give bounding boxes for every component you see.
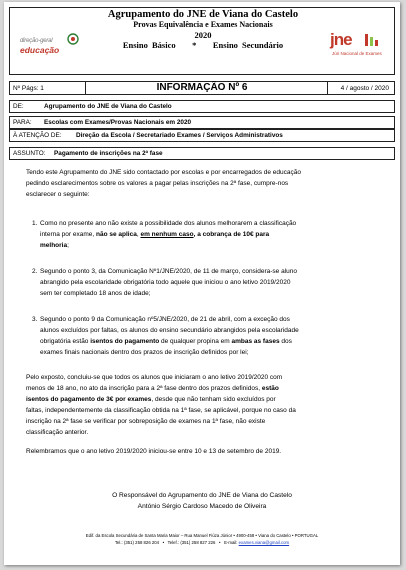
signature-title: O Responsável do Agrupamento do JNE de Viana do Castelo	[112, 492, 292, 499]
emphasis-text: , a cobrança de 10€ para	[193, 230, 270, 238]
list-number: 1.	[32, 220, 38, 227]
to-field	[9, 116, 395, 129]
footer-contacts	[4, 540, 400, 547]
emphasis-text: melhoria	[40, 241, 68, 249]
information-title: INFORMAÇÃO Nº 6	[156, 82, 248, 93]
emphasis-text: não se aplica	[96, 230, 137, 238]
signature-block	[4, 491, 400, 512]
dge-logo	[20, 30, 80, 66]
attention-label: À ATENÇÃO DE:	[13, 132, 62, 139]
text-line: Segundo o ponto 3, da Comunicação Nº1/JNE/2020, de 11 de março, considera-se aluno	[40, 268, 298, 275]
subject-label: ASSUNTO:	[13, 150, 46, 157]
closing-paragraph	[26, 447, 380, 458]
text-line	[26, 384, 380, 395]
email-link[interactable]: exames.viana@gmail.com	[238, 539, 290, 545]
text-line	[26, 395, 380, 406]
text-span: ,	[136, 230, 141, 238]
emphasis-text: ambas as fases	[231, 337, 280, 345]
to-label: PARA:	[13, 119, 32, 126]
text-span: , desde que não tenham sido excluídos por	[151, 395, 276, 403]
letterhead	[9, 7, 395, 75]
text-line: sem ter completado 18 anos de idade;	[40, 289, 151, 297]
text-line: Como no presente ano não existe a possibilidade dos alunos melhorarem a classificação	[40, 220, 297, 227]
signature-name: António Sérgio Cardoso Macedo de Oliveira	[137, 502, 267, 510]
organization-subtitle: Provas Equivalência e Exames Nacionais	[133, 20, 273, 29]
emphasis-text: isentos do pagamento de 3€ por exames	[26, 395, 152, 403]
divider	[85, 82, 86, 94]
text-line: faltas, independentemente da classificação obtida na 1ª fase, se aplicável, porque no caso da	[26, 406, 296, 414]
from-value: Agrupamento do JNE de Viana do Castelo	[44, 103, 172, 110]
subject-value: Pagamento de inscrições na 2ª fase	[54, 150, 163, 157]
subject-field	[9, 147, 395, 160]
jne-bars-icon	[364, 32, 380, 48]
text-line: alunos excluídos por faltas, os alunos do ensino secundário abrangidos pela escolaridade	[40, 326, 299, 334]
footer-phones: Tel.: (351) 258 826 204 • Telef.: (351) 258 827 226 • E-mail:	[114, 539, 239, 545]
underlined-emphasis-text: em nenhum caso	[140, 230, 194, 238]
text-span: de qualquer propina em	[159, 337, 232, 345]
text-line: classificação anterior.	[26, 428, 89, 436]
list-number: 2.	[32, 268, 38, 275]
list-item	[32, 219, 380, 252]
emphasis-text: estão	[261, 384, 279, 392]
information-bar	[9, 81, 395, 95]
list-item	[32, 315, 380, 359]
text-line	[40, 337, 380, 348]
conclusion-paragraph	[26, 373, 380, 438]
text-span: ;	[67, 241, 69, 249]
text-span: dos	[279, 337, 292, 345]
emphasis-text: isentos do pagamento	[90, 337, 160, 345]
footer	[4, 533, 400, 546]
dge-logo-bottom-text: educação	[20, 45, 60, 55]
text-line: pedindo esclarecimentos sobre os valores a pagar pelas inscrições na 2ª fase, cumpre-nos	[26, 179, 289, 187]
text-line: Relembramos que o ano letivo 2019/2020 iniciou-se entre 10 e 13 de setembro de 2019.	[26, 448, 282, 455]
text-line: esclarecer o seguinte:	[26, 190, 90, 198]
attention-value: Direção da Escola / Secretariado Exames / Serviços Administrativos	[76, 132, 283, 139]
page-count: Nº Págs: 1	[13, 85, 44, 92]
list-item	[32, 267, 380, 300]
text-line	[40, 241, 380, 252]
from-label: DE:	[13, 103, 24, 110]
text-line: Segundo o ponto 9 da Comunicação nº5/JNE/2020, de 21 de abril, com a exceção dos	[40, 316, 290, 323]
jne-logo-subtitle: Júri Nacional de Exames	[332, 51, 382, 56]
document-page	[4, 2, 400, 565]
letterhead-title-block	[90, 10, 316, 50]
dge-logo-top-text: direção-geral	[20, 38, 53, 44]
attention-field	[9, 129, 395, 142]
divider	[327, 82, 328, 94]
dge-emblem-icon	[66, 32, 80, 46]
text-span: menos de 18 ano, no ato da inscrição para a 2ª fase dentro dos prazos definidos,	[26, 384, 262, 392]
text-line: Pelo exposto, concluiu-se que todos os alunos que iniciaram o ano letivo 2019/2020 com	[26, 374, 283, 381]
list-number: 3.	[32, 316, 38, 323]
organization-title: Agrupamento do JNE de Viana do Castelo	[107, 9, 299, 20]
text-span: interna por exame,	[40, 230, 97, 238]
intro-paragraph	[26, 168, 380, 201]
education-levels: Ensino Básico * Ensino Secundário	[122, 40, 284, 50]
text-span: obrigatória estão	[40, 337, 91, 345]
to-value: Escolas com Exames/Provas Nacionais em 2020	[44, 119, 192, 126]
jne-logo	[330, 30, 382, 70]
text-line	[40, 230, 380, 241]
text-line: Tendo este Agrupamento do JNE sido contactado por escolas e por encarregados de educação	[26, 169, 301, 176]
document-date: 4 / agosto / 2020	[340, 85, 389, 92]
jne-logo-text: jne	[330, 30, 352, 49]
text-line: abrangido pela escolaridade obrigatória todo aquele que iniciou o ano letivo 2019/2020	[40, 278, 291, 286]
from-field	[9, 100, 395, 113]
text-line: exames finais nacionais dentro dos prazos de inscrição definidos por lei;	[40, 348, 249, 356]
text-line: inscrição na 2ª fase se verificar por sobreposição de exames na 1ª fase, não existe	[26, 417, 266, 425]
organization-year: 2020	[194, 30, 212, 40]
footer-address: Edif. da Escola Secundária de Santa Maria Maior – Rua Manuel Fiúza Júnior • 4900-458 • Viana do Castelo • PORTUGAL	[85, 533, 319, 538]
